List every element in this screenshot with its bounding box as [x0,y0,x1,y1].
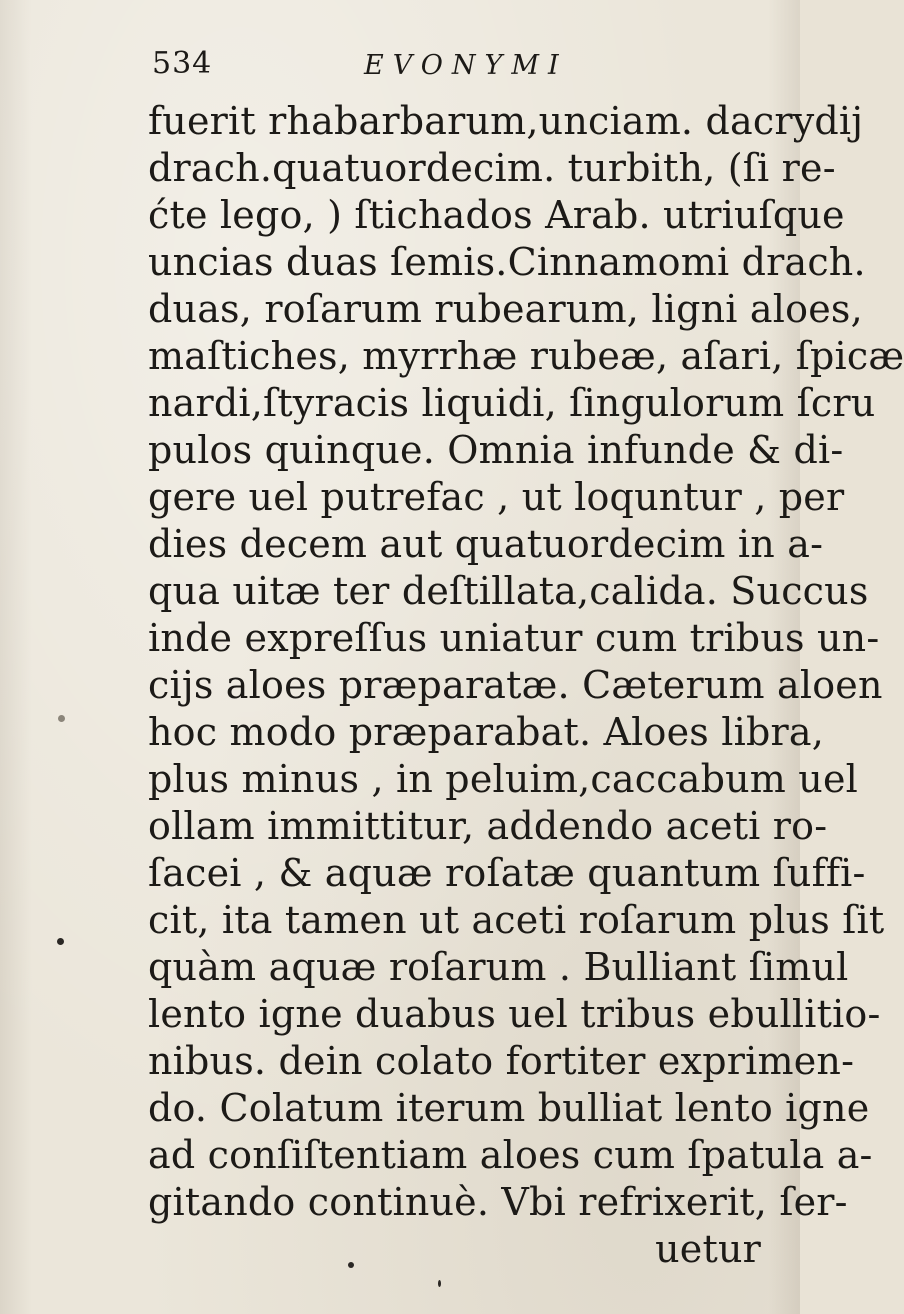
text-line: ollam immittitur, addendo aceti ro- [148,804,828,848]
text-line: drach.quatuordecim. turbith, (ſi re- [148,146,836,190]
text-line: lento igne duabus uel tribus ebullitio- [148,992,881,1036]
text-line: cijs aloes præparatæ. Cæterum aloen [148,663,883,707]
text-line: gere uel putrefac , ut loquntur , per [148,475,845,519]
text-line: duas, roſarum rubearum, ligni aloes, [148,287,863,331]
ink-spot [58,715,65,722]
text-line: do. Colatum iterum bulliat lento igne [148,1086,870,1130]
text-line: cit, ita tamen ut aceti roſarum plus ſit [148,898,885,942]
ink-spot [438,1280,441,1287]
text-line: qua uitæ ter deſtillata,calida. Succus [148,569,869,613]
text-block [148,98,904,1273]
page-number: 534 [152,46,213,81]
text-line: maſtiches, myrrhæ rubeæ, aſari, ſpicæ [148,334,904,378]
ink-spot [348,1262,354,1268]
text-line: nardi,ſtyracis liquidi, ſingulorum ſcru [148,381,876,425]
text-line: hoc modo præparabat. Aloes libra, [148,710,824,754]
text-line: dies decem aut quatuordecim in a- [148,522,824,566]
text-line: pulos quinque. Omnia infunde & di- [148,428,844,472]
text-line: gitando continuè. Vbi refrixerit, ſer- [148,1180,848,1224]
text-line: ćte lego, ) ſtichados Arab. utriuſque [148,193,845,237]
page-header [152,46,642,90]
text-line: ſacei , & aquæ roſatæ quantum ſuffi- [148,851,866,895]
text-line: quàm aquæ roſarum . Bulliant ſimul [148,945,849,989]
text-line: inde expreſſus uniatur cum tribus un- [148,616,880,660]
text-line: fuerit rhabarbarum,unciam. dacrydij [148,99,864,143]
ink-spot [57,938,64,945]
catchword: uetur [655,1227,761,1271]
text-line: uncias duas ſemis.Cinnamomi drach. [148,240,866,284]
text-line: ad conſiſtentiam aloes cum ſpatula a- [148,1133,873,1177]
running-head: EVONYMI [364,50,568,81]
text-line: nibus. dein colato fortiter exprimen- [148,1039,855,1083]
text-line: plus minus , in peluim,caccabum uel [148,757,858,801]
